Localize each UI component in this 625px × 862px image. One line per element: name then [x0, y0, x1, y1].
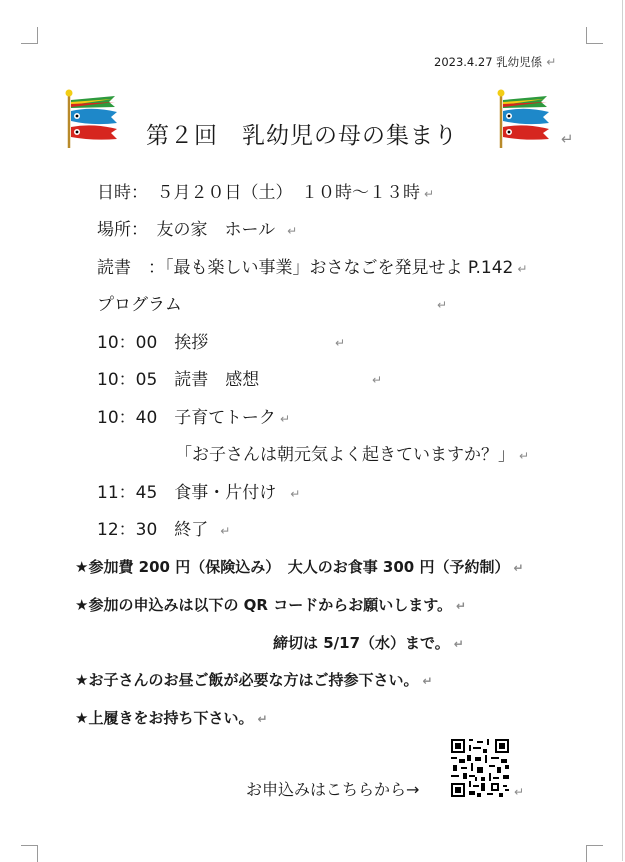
reading-line: 読書 ：「最も楽しい事業」おさなごを発見せよ P.142 ↵: [97, 258, 528, 278]
paragraph-mark-icon: ↵: [514, 785, 525, 799]
deadline-note: 締切は 5/17（水）まで。 ↵: [273, 634, 464, 652]
apply-here-text: お申込みはこちらから→: [246, 780, 420, 799]
crop-mark-top-left: [21, 27, 38, 44]
paragraph-mark-icon: ↵: [335, 336, 346, 350]
paragraph-mark-icon: ↵: [437, 298, 448, 312]
crop-mark-bottom-right: [586, 845, 603, 862]
lunch-note: ★お子さんのお昼ご飯が必要な方はご持参下さい。 ↵: [75, 671, 433, 689]
koinobori-icon: [495, 88, 551, 150]
program-heading: プログラム: [97, 295, 182, 315]
apply-note: ★参加の申込みは以下の QR コードからお願いします。 ↵: [75, 596, 467, 614]
page-title: 第２回 乳幼児の母の集まり: [146, 123, 458, 149]
program-item: 11：45 食事・片付け ↵: [97, 483, 301, 503]
koinobori-icon: [63, 88, 119, 150]
datetime-line: 日時： ５月２０日（土） １０時～１３時 ↵: [97, 183, 435, 203]
program-item: 12：30 終了 ↵: [97, 520, 231, 540]
program-item: 10：05 読書 感想: [97, 370, 260, 390]
crop-mark-top-right: [586, 27, 603, 44]
place-line: 場所： 友の家 ホール ↵: [97, 220, 298, 240]
paragraph-mark-icon: ↵: [561, 130, 574, 148]
shoes-note: ★上履きをお持ち下さい。 ↵: [75, 709, 268, 727]
qr-code-icon[interactable]: [451, 739, 509, 797]
date-line: 2023.4.27 乳幼児係 ↵: [434, 55, 557, 69]
crop-mark-bottom-left: [21, 845, 38, 862]
paragraph-mark-icon: ↵: [372, 373, 383, 387]
paragraph-mark-icon: ↵: [546, 55, 557, 69]
fee-note: ★参加費 200 円（保険込み） 大人のお食事 300 円（予約制） ↵: [75, 558, 524, 576]
program-item: 10：00 挨拶: [97, 333, 209, 353]
program-item: 10：40 子育てトーク ↵: [97, 408, 290, 428]
program-item-subtext: 「お子さんは朝元気よく起きていますか？」 ↵: [175, 445, 530, 465]
